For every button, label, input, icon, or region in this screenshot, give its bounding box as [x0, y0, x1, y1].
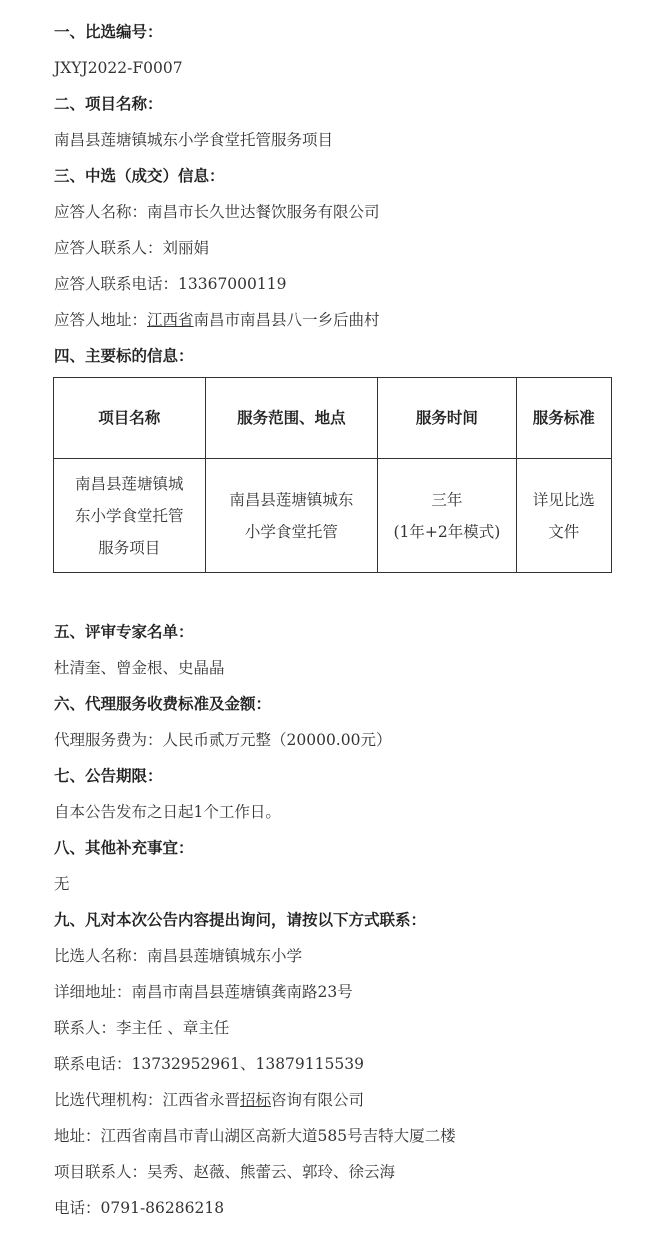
agency-name-prefix: 比选代理机构：江西省永晋 — [54, 1091, 241, 1109]
winner-address — [54, 310, 380, 330]
agency-fee: 代理服务费为：人民币贰万元整（20000.00元） — [54, 731, 392, 749]
winner-name: 应答人名称：南昌市长久世达餐饮服务有限公司 — [54, 203, 380, 221]
bid-number: JXYJ2022-F0007 — [54, 59, 183, 77]
cell-service-time — [378, 459, 516, 573]
section-heading-notice-period: 七、公告期限： — [54, 766, 163, 785]
project-name: 南昌县莲塘镇城东小学食堂托管服务项目 — [54, 131, 334, 149]
header-project-name: 项目名称 — [54, 378, 206, 459]
notice-period: 自本公告发布之日起1个工作日。 — [54, 803, 281, 821]
agency-contacts: 项目联系人：吴秀、赵薇、熊蕾云、郭玲、徐云海 — [54, 1163, 396, 1181]
cell-service-standard — [516, 459, 611, 573]
cell-text-line: 东小学食堂托管 — [75, 506, 184, 525]
agency-name — [54, 1090, 364, 1110]
buyer-name: 比选人名称：南昌县莲塘镇城东小学 — [54, 947, 303, 965]
cell-text-line: 小学食堂托管 — [244, 522, 338, 541]
winner-contact: 应答人联系人：刘丽娟 — [54, 239, 210, 257]
cell-text-line: 三年 — [431, 490, 463, 509]
table-header-row — [54, 378, 612, 459]
winner-address-rest: 南昌市南昌县八一乡后曲村 — [193, 311, 380, 329]
cell-text-line: 南昌县莲塘镇城 — [75, 474, 184, 493]
section-heading-other-matters: 八、其他补充事宜： — [54, 838, 194, 857]
header-service-scope: 服务范围、地点 — [205, 378, 378, 459]
agency-phone: 电话：0791-86286218 — [54, 1199, 225, 1217]
cell-text-line: 服务项目 — [98, 538, 161, 557]
winner-address-province-link[interactable]: 江西省 — [147, 311, 194, 329]
cell-text-line: 详见比选 — [532, 490, 595, 509]
other-matters: 无 — [54, 875, 70, 893]
subject-table — [53, 377, 612, 573]
header-service-standard: 服务标准 — [516, 378, 611, 459]
cell-text-line: (1年+2年模式) — [393, 522, 501, 541]
cell-service-scope — [205, 459, 378, 573]
section-heading-bid-number: 一、比选编号： — [54, 22, 163, 41]
buyer-contact: 联系人：李主任 、章主任 — [54, 1019, 230, 1037]
section-heading-main-subject: 四、主要标的信息： — [54, 346, 194, 365]
buyer-phone: 联系电话：13732952961、13879115539 — [54, 1055, 364, 1073]
agency-address: 地址：江西省南昌市青山湖区高新大道585号吉特大厦二楼 — [54, 1127, 456, 1145]
agency-name-suffix: 咨询有限公司 — [271, 1091, 365, 1109]
section-heading-experts: 五、评审专家名单： — [54, 622, 194, 641]
cell-project-name — [54, 459, 206, 573]
agency-tender-link[interactable]: 招标 — [240, 1091, 272, 1109]
winner-address-label: 应答人地址： — [54, 311, 148, 329]
cell-text-line: 文件 — [548, 522, 580, 541]
section-heading-contact: 九、凡对本次公告内容提出询问，请按以下方式联系： — [54, 910, 427, 929]
buyer-address: 详细地址：南昌市南昌县莲塘镇龚南路23号 — [54, 983, 353, 1001]
table-row — [54, 459, 612, 573]
section-heading-winner-info: 三、中选（成交）信息： — [54, 166, 225, 185]
expert-list: 杜清奎、曾金根、史晶晶 — [54, 659, 225, 677]
winner-phone: 应答人联系电话：13367000119 — [54, 275, 287, 293]
section-heading-agency-fee: 六、代理服务收费标准及金额： — [54, 694, 272, 713]
section-heading-project-name: 二、项目名称： — [54, 94, 163, 113]
cell-text-line: 南昌县莲塘镇城东 — [229, 490, 354, 509]
header-service-time: 服务时间 — [378, 378, 516, 459]
